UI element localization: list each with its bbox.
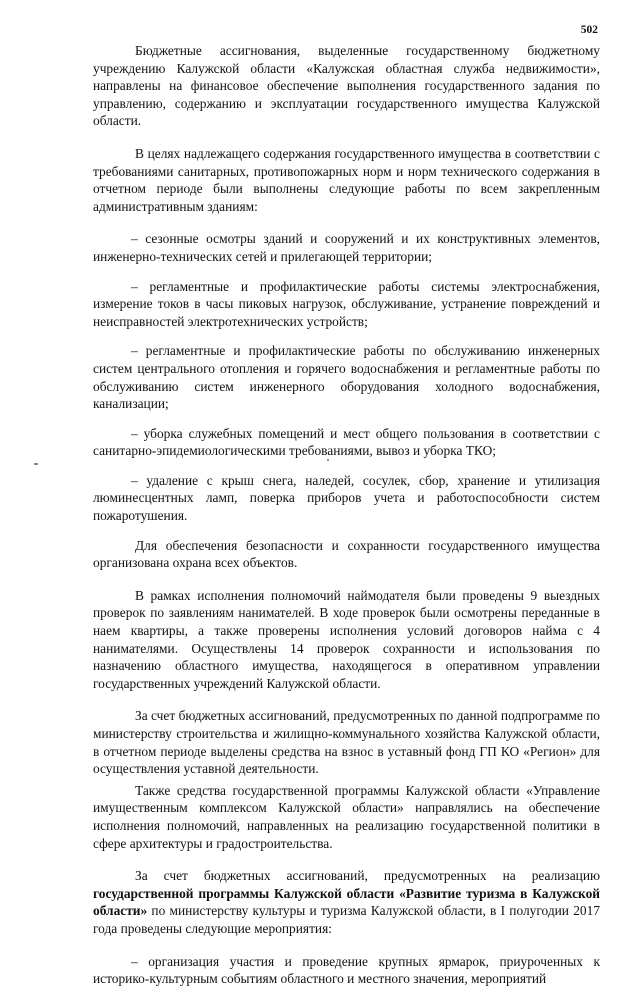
scan-speck-left (34, 463, 38, 465)
paragraph-region-fund: За счет бюджетных ассигнований, предусмотренных по данной подпрограмме по министерству строительства и жилищно-коммунального хозяйства Калужской области, в отчетном периоде выделены средства на взнос в уставный фонд ГП КО «Регион» для осуществления уставной деятельности. (93, 708, 600, 777)
paragraph-tourism (93, 867, 600, 937)
list-item-seasonal-inspections: – сезонные осмотры зданий и сооружений и их конструктивных элементов, инженерно-технических сетей и прилегающей территории; (93, 231, 600, 264)
list-item-roof-and-lamps: – удаление с крыш снега, наледей, сосулек, сбор, хранение и утилизация люминесцентных ламп, поверка приборов учета и работоспособности систем пожаротушения. (93, 472, 600, 524)
paragraph-inspections: В рамках исполнения полномочий наймодателя были проведены 9 выездных проверок по заявлениям нанимателей. В ходе проверок были осмотрены переданные в наем квартиры, а также проверены исполнения условий договоров найма с 4 нанимателями. Осуществлены 14 проверок сохранности и использования по назначению областного имущества, находящегося в оперативном управлении государственных учреждений Калужской области. (93, 587, 600, 691)
paragraph-property-program: Также средства государственной программы Калужской области «Управление имущественным комплексом Калужской области» направлялись на обеспечение исполнения полномочий, направленных на реализацию государственной политики в сфере архитектуры и градостроительства. (93, 782, 600, 851)
paragraph-budget-allocation: Бюджетные ассигнования, выделенные государственному бюджетному учреждению Калужской области «Калужская областная служба недвижимости», направлены на финансовое обеспечение выполнения государственного задания по управлению, содержанию и эксплуатации государственного имущества Калужской области. (93, 43, 600, 129)
list-item-cleaning: – уборка служебных помещений и мест общего пользования в соответствии с санитарно-эпидемиологическими требованиями, вывоз и уборка ТКО; (93, 425, 600, 459)
scan-speck-center (327, 459, 329, 461)
document-body (93, 42, 600, 1000)
tourism-suffix: по министерству культуры и туризма Калужской области, в I полугодии 2017 года проведены следующие мероприятия: (93, 903, 600, 936)
list-item-electrical-works: – регламентные и профилактические работы системы электроснабжения, измерение токов в часы пиковых нагрузок, обслуживание, устранение повреждений и неисправностей электротехнических устройств; (93, 278, 600, 329)
page-number: 502 (580, 24, 598, 36)
tourism-prefix: За счет бюджетных ассигнований, предусмотренных на реализацию (135, 868, 600, 884)
tourism-program-title: государственной программы Калужской области «Развитие туризма в Калужской области» (93, 885, 600, 919)
paragraph-security: Для обеспечения безопасности и сохранности государственного имущества организована охрана всех объектов. (93, 537, 600, 571)
paragraph-maintenance-intro: В целях надлежащего содержания государственного имущества в соответствии с требованиями санитарных, противопожарных норм и норм технического содержания в отчетном периоде были выполнены следующие работы по всем закрепленным административным зданиям: (93, 145, 600, 214)
list-item-engineering-systems: – регламентные и профилактические работы по обслуживанию инженерных систем центрального отопления и горячего водоснабжения и регламентные работы по обслуживанию систем инженерного оборудования холодного водоснабжения, канализации; (93, 343, 600, 412)
list-item-fairs: – организация участия и проведение крупных ярмарок, приуроченных к историко-культурным событиям областного и местного значения, мероприятий (93, 953, 600, 987)
